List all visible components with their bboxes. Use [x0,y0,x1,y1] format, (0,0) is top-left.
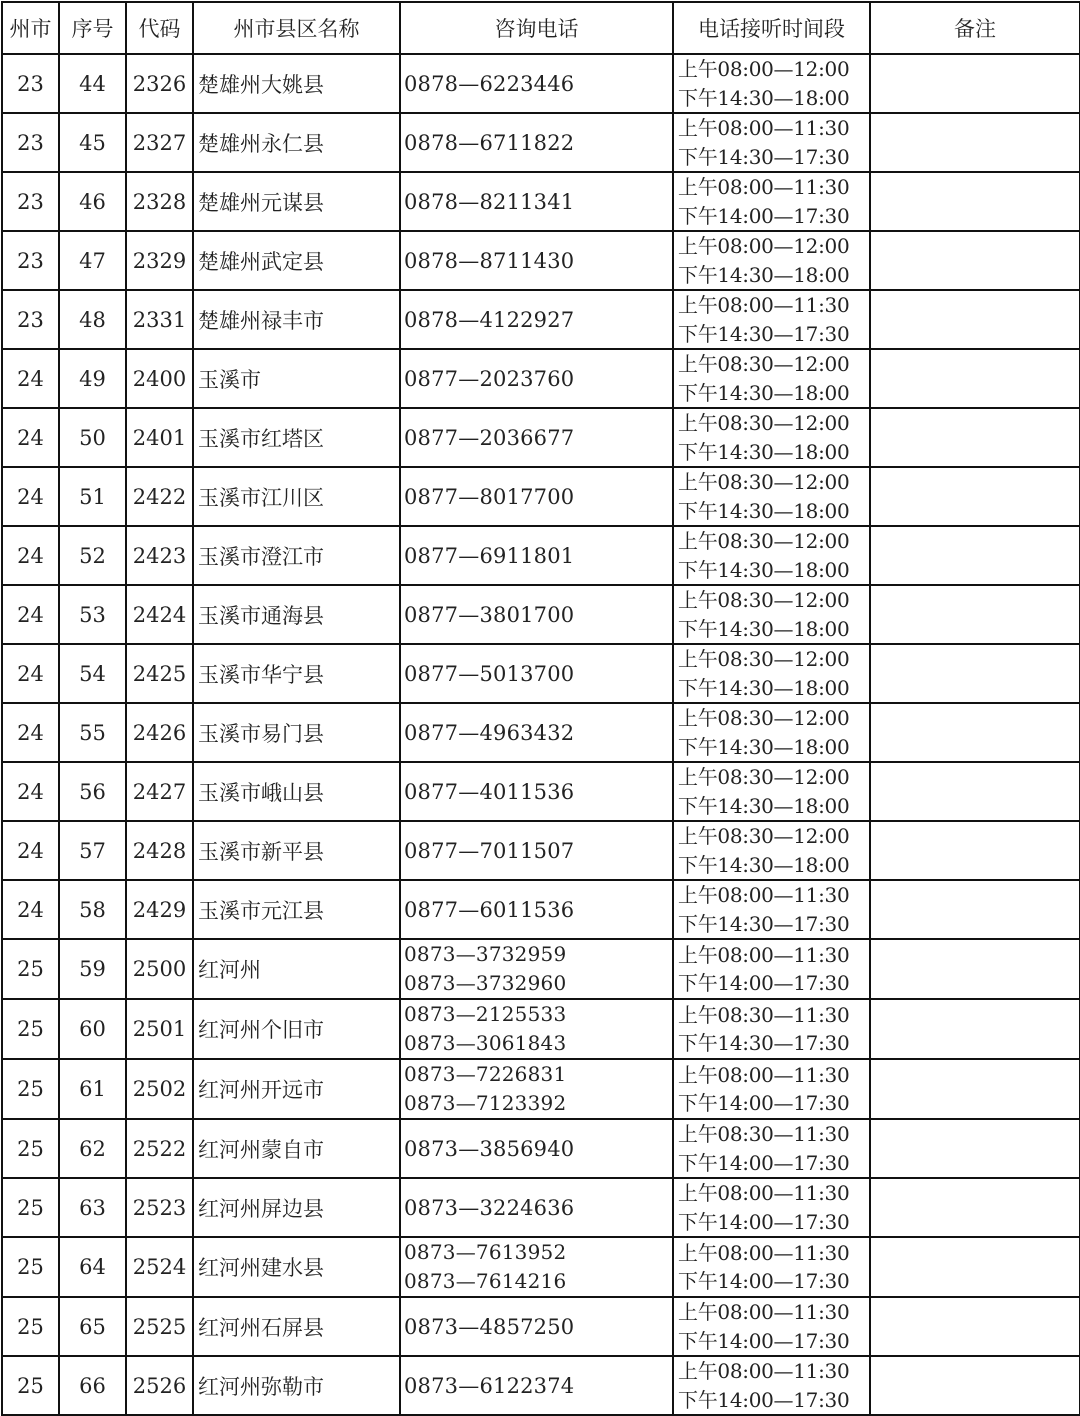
afternoon-hours: 下午14:00—17:30 [678,1209,850,1234]
afternoon-hours: 下午14:30—18:00 [678,734,850,759]
remark-cell [870,526,1080,585]
name-cell: 红河州建水县 [193,1237,400,1297]
name-cell: 楚雄州大姚县 [193,54,400,113]
seq-cell: 48 [59,290,126,349]
region-cell: 24 [2,821,59,880]
afternoon-hours: 下午14:30—18:00 [678,262,850,287]
table-row [2,644,1080,703]
hours-cell [673,113,870,172]
seq-cell: 52 [59,526,126,585]
remark-cell [870,703,1080,762]
morning-hours: 上午08:00—11:30 [678,1359,850,1383]
phone-cell [400,290,673,349]
table-row [2,290,1080,349]
morning-hours: 上午08:00—12:00 [678,234,850,258]
phone-cell [400,54,673,113]
region-cell: 25 [2,999,59,1059]
phone-number: 0873—3224636 [404,1195,575,1220]
table-row [2,1059,1080,1119]
afternoon-hours: 下午14:00—17:30 [678,1091,850,1115]
region-cell: 25 [2,1356,59,1415]
name-cell: 玉溪市江川区 [193,467,400,526]
afternoon-hours: 下午14:30—18:00 [678,439,850,464]
phone-number: 0877—8017700 [404,484,575,509]
remark-cell [870,1356,1080,1415]
seq-cell: 60 [59,999,126,1059]
phone-cell [400,467,673,526]
morning-hours: 上午08:30—11:30 [678,1002,850,1027]
morning-hours: 上午08:30—12:00 [678,824,850,848]
region-cell: 24 [2,467,59,526]
header-row [2,2,1080,54]
phone-number: 0877—4963432 [404,720,575,745]
hours-cell [673,1059,870,1119]
name-cell: 玉溪市峨山县 [193,762,400,821]
hours-cell [673,172,870,231]
afternoon-hours: 下午14:30—17:30 [678,1031,850,1055]
phone-number: 0873—3856940 [404,1136,575,1161]
afternoon-hours: 下午14:30—18:00 [678,498,850,523]
region-cell: 24 [2,585,59,644]
phone-number: 0878—8211341 [404,189,575,214]
morning-hours: 上午08:30—12:00 [678,588,850,612]
header-region: 州市 [2,2,59,54]
region-cell: 24 [2,526,59,585]
code-cell: 2326 [126,54,193,113]
hours-cell [673,762,870,821]
phone-number: 0878—8711430 [404,248,575,273]
code-cell: 2426 [126,703,193,762]
remark-cell [870,644,1080,703]
phone-number: 0878—4122927 [404,307,575,332]
seq-cell: 46 [59,172,126,231]
phone-number: 0873—3732960 [404,971,567,995]
code-cell: 2526 [126,1356,193,1415]
table-row [2,113,1080,172]
remark-cell [870,467,1080,526]
code-cell: 2428 [126,821,193,880]
table-row [2,1237,1080,1297]
seq-cell: 45 [59,113,126,172]
phone-number: 0873—3061843 [404,1031,567,1055]
phone-number: 0873—4857250 [404,1314,575,1339]
table-row [2,703,1080,762]
seq-cell: 58 [59,880,126,939]
hours-cell [673,1119,870,1178]
afternoon-hours: 下午14:30—18:00 [678,557,850,582]
code-cell: 2423 [126,526,193,585]
code-cell: 2525 [126,1297,193,1356]
afternoon-hours: 下午14:30—17:30 [678,144,850,169]
name-cell: 玉溪市易门县 [193,703,400,762]
name-cell: 楚雄州永仁县 [193,113,400,172]
morning-hours: 上午08:00—11:30 [678,1181,850,1205]
remark-cell [870,1059,1080,1119]
code-cell: 2501 [126,999,193,1059]
phone-number: 0873—7613952 [404,1240,567,1264]
phone-number: 0873—7614216 [404,1269,567,1293]
hours-cell [673,1237,870,1297]
remark-cell [870,880,1080,939]
seq-cell: 65 [59,1297,126,1356]
code-cell: 2401 [126,408,193,467]
phone-cell [400,762,673,821]
morning-hours: 上午08:00—11:30 [678,1300,850,1324]
hours-cell [673,349,870,408]
phone-cell [400,1237,673,1297]
seq-cell: 57 [59,821,126,880]
table-row [2,467,1080,526]
seq-cell: 66 [59,1356,126,1415]
table-row [2,1119,1080,1178]
hours-cell [673,1356,870,1415]
table-row [2,999,1080,1059]
region-cell: 25 [2,1237,59,1297]
phone-cell [400,1297,673,1356]
morning-hours: 上午08:00—11:30 [678,942,850,967]
name-cell: 楚雄州元谋县 [193,172,400,231]
seq-cell: 54 [59,644,126,703]
afternoon-hours: 下午14:00—17:30 [678,1328,850,1353]
region-cell: 23 [2,113,59,172]
region-cell: 25 [2,939,59,999]
afternoon-hours: 下午14:00—17:30 [678,203,850,228]
table-row [2,408,1080,467]
hours-cell [673,939,870,999]
name-cell: 红河州开远市 [193,1059,400,1119]
code-cell: 2425 [126,644,193,703]
table-row [2,349,1080,408]
afternoon-hours: 下午14:00—17:30 [678,971,850,995]
table-row [2,1297,1080,1356]
seq-cell: 63 [59,1178,126,1237]
code-cell: 2400 [126,349,193,408]
afternoon-hours: 下午14:30—17:30 [678,321,850,346]
name-cell: 红河州弥勒市 [193,1356,400,1415]
code-cell: 2328 [126,172,193,231]
phone-number: 0877—4011536 [404,779,575,804]
remark-cell [870,349,1080,408]
phone-cell [400,231,673,290]
phone-number: 0877—2036677 [404,425,575,450]
phone-number: 0877—3801700 [404,602,575,627]
region-cell: 25 [2,1119,59,1178]
remark-cell [870,585,1080,644]
code-cell: 2424 [126,585,193,644]
afternoon-hours: 下午14:30—18:00 [678,852,850,877]
morning-hours: 上午08:00—11:30 [678,175,850,199]
contact-table [1,1,1080,1416]
phone-number: 0877—6011536 [404,897,575,922]
hours-cell [673,408,870,467]
region-cell: 25 [2,1178,59,1237]
hours-cell [673,526,870,585]
header-remark: 备注 [870,2,1080,54]
seq-cell: 47 [59,231,126,290]
phone-cell [400,644,673,703]
hours-cell [673,467,870,526]
hours-cell [673,703,870,762]
header-name: 州市县区名称 [193,2,400,54]
remark-cell [870,113,1080,172]
morning-hours: 上午08:00—11:30 [678,1240,850,1265]
phone-cell [400,821,673,880]
name-cell: 玉溪市新平县 [193,821,400,880]
afternoon-hours: 下午14:30—17:30 [678,911,850,936]
phone-cell [400,1119,673,1178]
seq-cell: 56 [59,762,126,821]
region-cell: 23 [2,231,59,290]
name-cell: 红河州蒙自市 [193,1119,400,1178]
morning-hours: 上午08:00—11:30 [678,1062,850,1087]
region-cell: 25 [2,1297,59,1356]
remark-cell [870,54,1080,113]
name-cell: 红河州 [193,939,400,999]
seq-cell: 44 [59,54,126,113]
remark-cell [870,821,1080,880]
header-hours: 电话接听时间段 [673,2,870,54]
region-cell: 23 [2,54,59,113]
morning-hours: 上午08:30—12:00 [678,470,850,494]
name-cell: 红河州个旧市 [193,999,400,1059]
region-cell: 25 [2,1059,59,1119]
code-cell: 2327 [126,113,193,172]
name-cell: 红河州石屏县 [193,1297,400,1356]
phone-cell [400,585,673,644]
seq-cell: 64 [59,1237,126,1297]
remark-cell [870,999,1080,1059]
code-cell: 2524 [126,1237,193,1297]
remark-cell [870,1237,1080,1297]
morning-hours: 上午08:30—12:00 [678,647,850,671]
morning-hours: 上午08:00—11:30 [678,883,850,907]
table-row [2,231,1080,290]
afternoon-hours: 下午14:30—18:00 [678,675,850,700]
seq-cell: 53 [59,585,126,644]
hours-cell [673,1178,870,1237]
name-cell: 红河州屏边县 [193,1178,400,1237]
hours-cell [673,585,870,644]
hours-cell [673,290,870,349]
name-cell: 玉溪市澄江市 [193,526,400,585]
seq-cell: 59 [59,939,126,999]
region-cell: 24 [2,408,59,467]
morning-hours: 上午08:30—12:00 [678,765,850,789]
code-cell: 2500 [126,939,193,999]
morning-hours: 上午08:30—12:00 [678,411,850,435]
afternoon-hours: 下午14:00—17:30 [678,1387,850,1412]
phone-number: 0878—6711822 [404,130,575,155]
table-row [2,1356,1080,1415]
hours-cell [673,644,870,703]
name-cell: 玉溪市红塔区 [193,408,400,467]
phone-number: 0878—6223446 [404,71,575,96]
table-row [2,762,1080,821]
phone-cell [400,999,673,1059]
phone-cell [400,880,673,939]
phone-cell [400,1059,673,1119]
seq-cell: 55 [59,703,126,762]
remark-cell [870,290,1080,349]
seq-cell: 49 [59,349,126,408]
code-cell: 2502 [126,1059,193,1119]
table-row [2,585,1080,644]
code-cell: 2329 [126,231,193,290]
name-cell: 玉溪市 [193,349,400,408]
morning-hours: 上午08:30—12:00 [678,706,850,730]
morning-hours: 上午08:00—11:30 [678,116,850,140]
code-cell: 2522 [126,1119,193,1178]
remark-cell [870,762,1080,821]
region-cell: 24 [2,762,59,821]
region-cell: 23 [2,290,59,349]
name-cell: 玉溪市元江县 [193,880,400,939]
hours-cell [673,231,870,290]
hours-cell [673,54,870,113]
region-cell: 24 [2,703,59,762]
afternoon-hours: 下午14:30—18:00 [678,85,850,110]
phone-number: 0873—7123392 [404,1091,567,1115]
code-cell: 2523 [126,1178,193,1237]
morning-hours: 上午08:30—11:30 [678,1122,850,1146]
table-row [2,172,1080,231]
phone-cell [400,1178,673,1237]
table-body [2,54,1080,1415]
remark-cell [870,939,1080,999]
phone-cell [400,113,673,172]
header-code: 代码 [126,2,193,54]
header-phone: 咨询电话 [400,2,673,54]
table-row [2,526,1080,585]
code-cell: 2331 [126,290,193,349]
header-seq: 序号 [59,2,126,54]
phone-number: 0873—6122374 [404,1373,575,1398]
table-row [2,1178,1080,1237]
morning-hours: 上午08:00—12:00 [678,57,850,81]
hours-cell [673,880,870,939]
hours-cell [673,821,870,880]
region-cell: 24 [2,880,59,939]
name-cell: 玉溪市华宁县 [193,644,400,703]
phone-cell [400,703,673,762]
remark-cell [870,1119,1080,1178]
phone-number: 0873—2125533 [404,1002,567,1026]
hours-cell [673,1297,870,1356]
afternoon-hours: 下午14:30—18:00 [678,380,850,405]
phone-cell [400,939,673,999]
name-cell: 玉溪市通海县 [193,585,400,644]
region-cell: 24 [2,349,59,408]
table-row [2,880,1080,939]
phone-number: 0877—7011507 [404,838,575,863]
name-cell: 楚雄州禄丰市 [193,290,400,349]
remark-cell [870,172,1080,231]
afternoon-hours: 下午14:00—17:30 [678,1150,850,1175]
remark-cell [870,231,1080,290]
phone-cell [400,172,673,231]
phone-number: 0877—6911801 [404,543,575,568]
code-cell: 2422 [126,467,193,526]
phone-cell [400,526,673,585]
table-row [2,821,1080,880]
phone-number: 0877—2023760 [404,366,575,391]
code-cell: 2429 [126,880,193,939]
code-cell: 2427 [126,762,193,821]
name-cell: 楚雄州武定县 [193,231,400,290]
seq-cell: 61 [59,1059,126,1119]
remark-cell [870,1297,1080,1356]
phone-cell [400,1356,673,1415]
table-row [2,939,1080,999]
seq-cell: 50 [59,408,126,467]
morning-hours: 上午08:30—12:00 [678,529,850,553]
region-cell: 24 [2,644,59,703]
phone-number: 0873—7226831 [404,1062,567,1086]
phone-cell [400,408,673,467]
table-row [2,54,1080,113]
phone-cell [400,349,673,408]
morning-hours: 上午08:30—12:00 [678,352,850,376]
remark-cell [870,408,1080,467]
hours-cell [673,999,870,1059]
phone-number: 0873—3732959 [404,942,567,966]
seq-cell: 51 [59,467,126,526]
afternoon-hours: 下午14:30—18:00 [678,616,850,641]
afternoon-hours: 下午14:00—17:30 [678,1269,850,1293]
afternoon-hours: 下午14:30—18:00 [678,793,850,818]
region-cell: 23 [2,172,59,231]
phone-number: 0877—5013700 [404,661,575,686]
seq-cell: 62 [59,1119,126,1178]
morning-hours: 上午08:00—11:30 [678,293,850,317]
remark-cell [870,1178,1080,1237]
